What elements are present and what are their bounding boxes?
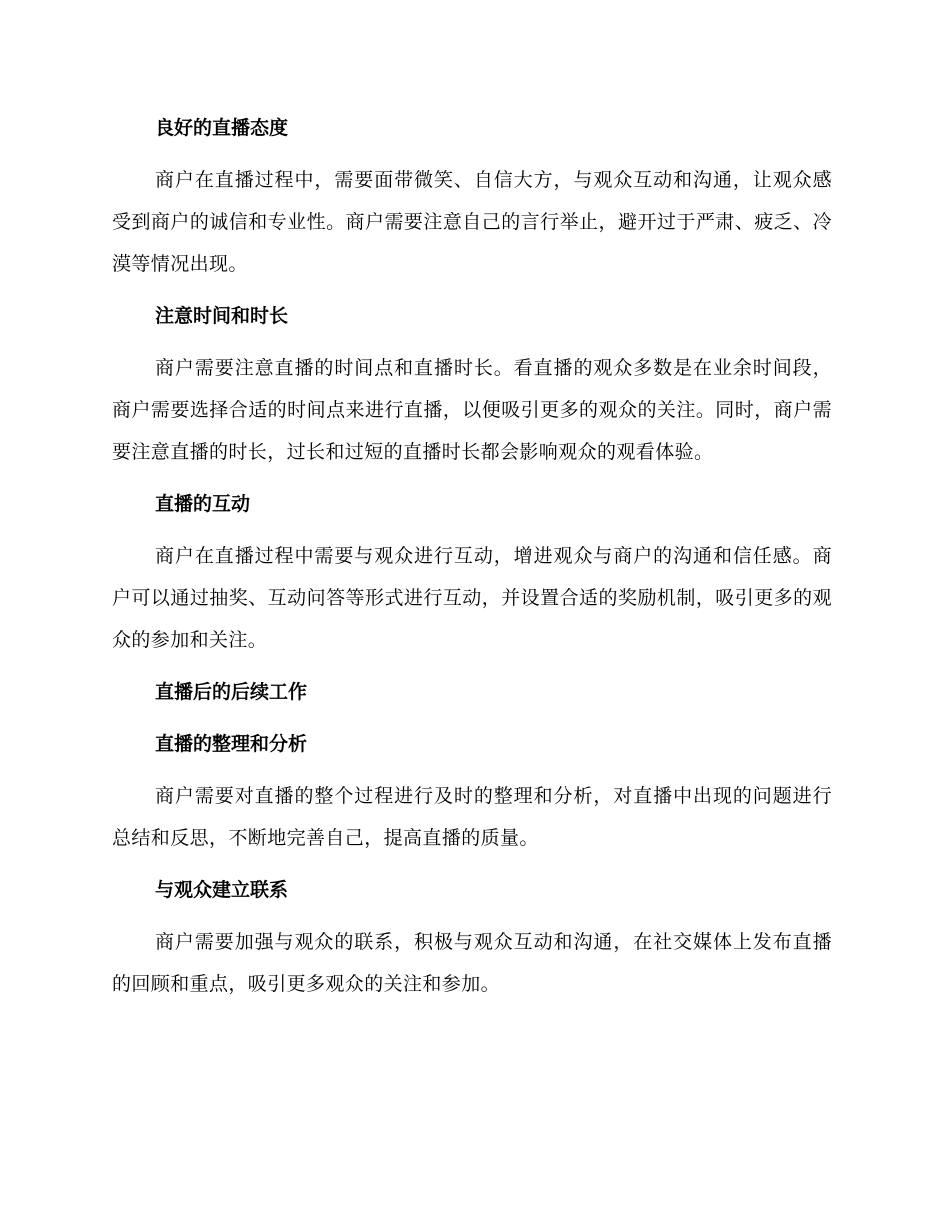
section-paragraph-attitude: 商户在直播过程中，需要面带微笑、自信大方，与观众互动和沟通，让观众感受到商户的诚信和专业性。商户需要注意自己的言行举止，避开过于严肃、疲乏、冷漠等情况出现。 [112, 169, 832, 275]
section-paragraph-connection: 商户需要加强与观众的联系，积极与观众互动和沟通，在社交媒体上发布直播的回顾和重点，吸引更多观众的关注和参加。 [112, 931, 832, 995]
section-heading-attitude: 良好的直播态度 [155, 117, 289, 139]
section-heading-timing: 注意时间和时长 [155, 305, 289, 327]
section-heading-analysis: 直播的整理和分析 [155, 733, 308, 755]
section-heading-follow-up: 直播后的后续工作 [155, 681, 308, 703]
section-paragraph-analysis: 商户需要对直播的整个过程进行及时的整理和分析，对直播中出现的问题进行总结和反思，不断地完善自己，提高直播的质量。 [112, 785, 832, 849]
section-paragraph-timing: 商户需要注意直播的时间点和直播时长。看直播的观众多数是在业余时间段，商户需要选择合适的时间点来进行直播，以便吸引更多的观众的关注。同时，商户需要注意直播的时长，过长和过短的直播时长都会影响观众的观看体验。 [112, 357, 832, 463]
section-heading-interaction: 直播的互动 [155, 493, 251, 515]
section-heading-connection: 与观众建立联系 [155, 879, 289, 901]
section-paragraph-interaction: 商户在直播过程中需要与观众进行互动，增进观众与商户的沟通和信任感。商户可以通过抽奖、互动问答等形式进行互动，并设置合适的奖励机制，吸引更多的观众的参加和关注。 [112, 545, 832, 651]
document-page [112, 107, 832, 1015]
